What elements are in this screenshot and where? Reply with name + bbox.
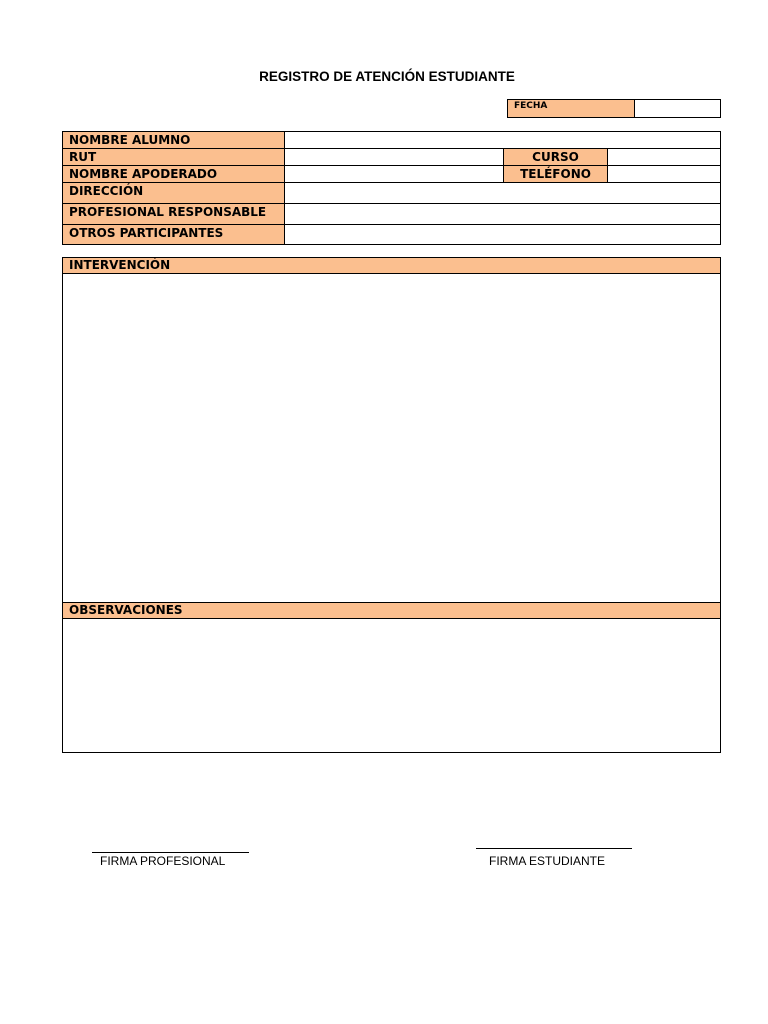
fecha-label: FECHA xyxy=(507,99,635,118)
nombre-apoderado-label: NOMBRE APODERADO xyxy=(63,166,285,182)
profesional-responsable-label: PROFESIONAL RESPONSABLE xyxy=(63,204,285,224)
observaciones-text-area[interactable] xyxy=(63,619,720,752)
firma-profesional-line xyxy=(92,852,249,853)
nombre-alumno-label: NOMBRE ALUMNO xyxy=(63,132,285,148)
firma-estudiante-line xyxy=(476,848,632,849)
otros-participantes-field[interactable] xyxy=(286,225,720,244)
intervencion-section xyxy=(62,257,721,603)
firma-estudiante-label: FIRMA ESTUDIANTE xyxy=(489,854,606,868)
observaciones-label: OBSERVACIONES xyxy=(63,603,720,619)
row-profesional-responsable xyxy=(63,204,720,225)
telefono-field[interactable] xyxy=(609,166,720,182)
rut-label: RUT xyxy=(63,149,285,165)
direccion-label: DIRECCIÓN xyxy=(63,183,285,203)
row-nombre-alumno xyxy=(63,132,720,149)
curso-label: CURSO xyxy=(503,149,608,165)
fecha-field[interactable] xyxy=(634,99,721,118)
profesional-responsable-field[interactable] xyxy=(286,204,720,224)
otros-participantes-label: OTROS PARTICIPANTES xyxy=(63,225,285,244)
direccion-field[interactable] xyxy=(286,183,720,203)
nombre-alumno-field[interactable] xyxy=(286,132,720,148)
row-direccion xyxy=(63,183,720,204)
curso-field[interactable] xyxy=(609,149,720,165)
rut-field[interactable] xyxy=(286,149,503,165)
firma-profesional-label: FIRMA PROFESIONAL xyxy=(100,854,226,868)
document-title: REGISTRO DE ATENCIÓN ESTUDIANTE xyxy=(259,69,515,84)
intervencion-text-area[interactable] xyxy=(63,274,720,602)
row-nombre-apoderado xyxy=(63,166,720,183)
row-otros-participantes xyxy=(63,225,720,244)
telefono-label: TELÉFONO xyxy=(503,166,608,182)
intervencion-label: INTERVENCIÓN xyxy=(63,258,720,274)
nombre-apoderado-field[interactable] xyxy=(286,166,503,182)
observaciones-section xyxy=(62,602,721,753)
row-rut xyxy=(63,149,720,166)
student-info-table xyxy=(62,131,721,245)
